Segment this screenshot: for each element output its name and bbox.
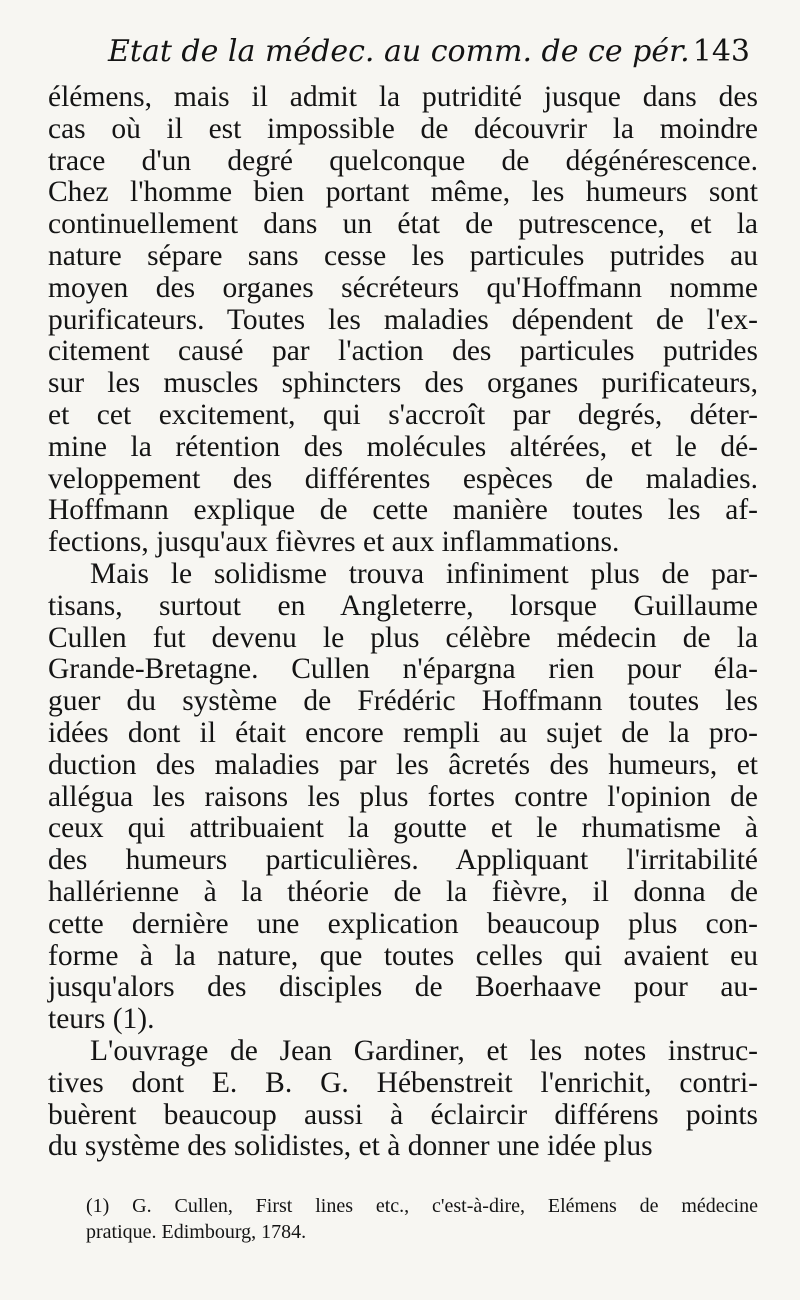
- text-line: hallérienne à la théorie de la fièvre, il donna de: [48, 875, 758, 908]
- paragraph: [48, 559, 758, 1036]
- text-line: nature sépare sans cesse les particules putrides au: [48, 239, 758, 272]
- text-line: des humeurs particulières. Appliquant l'irritabilité: [48, 844, 758, 877]
- text-line: veloppement des différentes espèces de maladies.: [48, 462, 758, 495]
- text-line: moyen des organes sécréteurs qu'Hoffmann nomme: [48, 271, 758, 304]
- text-line: purificateurs. Toutes les maladies dépendent de l'ex-: [48, 303, 758, 336]
- text-line: forme à la nature, que toutes celles qui avaient eu: [48, 939, 758, 972]
- text-line: continuellement dans un état de putrescence, et la: [48, 208, 758, 241]
- text-line: jusqu'alors des disciples de Boerhaave pour au-: [48, 971, 758, 1004]
- text-line: teurs (1).: [48, 1003, 155, 1036]
- text-line: cette dernière une explication beaucoup plus con-: [48, 907, 758, 940]
- text-line: trace d'un degré quelconque de dégénérescence.: [48, 144, 758, 177]
- body-text: [48, 82, 758, 1163]
- text-line: ceux qui attribuaient la goutte et le rhumatisme à: [48, 812, 758, 845]
- text-line: Cullen fut devenu le plus célèbre médecin de la: [48, 621, 758, 654]
- text-line: citement causé par l'action des particules putrides: [48, 335, 758, 368]
- text-line: tives dont E. B. G. Hébenstreit l'enrichit, contri-: [48, 1066, 758, 1099]
- footnote-line: (1) G. Cullen, First lines etc., c'est-à-dire, Elémens de médecine: [86, 1195, 758, 1218]
- text-line: fections, jusqu'aux fièvres et aux inflammations.: [48, 526, 620, 559]
- running-title: Etat de la médec. au comm. de ce pér.: [108, 34, 690, 69]
- text-line: buèrent beaucoup aussi à éclaircir différens points: [48, 1098, 758, 1131]
- text-line: tisans, surtout en Angleterre, lorsque Guillaume: [48, 589, 758, 622]
- page-number: 143: [692, 34, 750, 69]
- text-line: et cet excitement, qui s'accroît par degrés, déter-: [48, 398, 758, 431]
- text-line: Hoffmann explique de cette manière toutes les af-: [48, 494, 758, 527]
- footnote-line: pratique. Edimbourg, 1784.: [86, 1221, 307, 1244]
- text-line: mine la rétention des molécules altérées, et le dé-: [48, 430, 758, 463]
- text-line: guer du système de Frédéric Hoffmann toutes les: [48, 685, 758, 718]
- footnote: [86, 1193, 758, 1245]
- text-line: Mais le solidisme trouva infiniment plus de par-: [90, 557, 758, 590]
- text-line: Grande-Bretagne. Cullen n'épargna rien pour éla-: [48, 653, 758, 686]
- paragraph: [48, 1036, 758, 1163]
- text-line: sur les muscles sphincters des organes purificateurs,: [48, 367, 758, 400]
- text-line: allégua les raisons les plus fortes contre l'opinion de: [48, 780, 758, 813]
- text-line: duction des maladies par les âcretés des humeurs, et: [48, 748, 758, 781]
- paragraph: [48, 82, 758, 559]
- running-header: [108, 34, 750, 78]
- text-line: L'ouvrage de Jean Gardiner, et les notes instruc-: [90, 1034, 758, 1067]
- text-line: idées dont il était encore rempli au sujet de la pro-: [48, 716, 758, 749]
- text-line: du système des solidistes, et à donner une idée plus: [48, 1130, 653, 1163]
- text-line: Chez l'homme bien portant même, les humeurs sont: [48, 176, 758, 209]
- text-line: cas où il est impossible de découvrir la moindre: [48, 112, 758, 145]
- text-line: élémens, mais il admit la putridité jusque dans des: [48, 81, 758, 113]
